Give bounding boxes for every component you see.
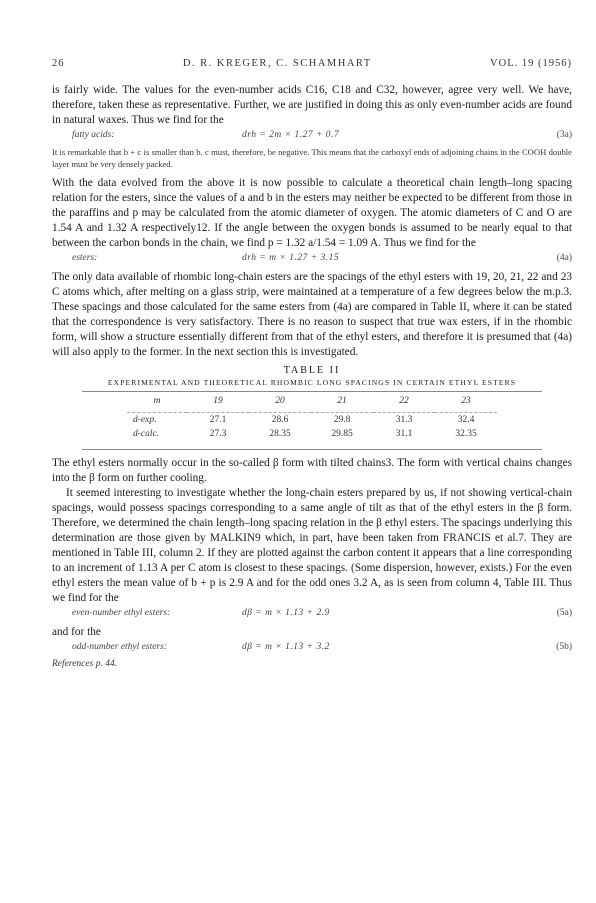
row-label: d-calc. — [133, 429, 160, 439]
paragraph-1: is fairly wide. The values for the even-number acids C16, C18 and C32, however, agree very well. We have, therefore, taken these as representative. Further, we are justified in doing this as only even-number acids are found in natural waxes. Thus we find for the — [52, 84, 572, 126]
equation-label: even-number ethyl esters: — [72, 608, 171, 618]
footnote-remark: It is remarkable that b + c is smaller than b. c must, therefore, be negative. This means that the carboxyl ends of adjoining chains in the COOH double layer must be very densely packed. — [52, 147, 572, 169]
running-authors: D. R. KREGER, C. SCHAMHART — [182, 58, 372, 69]
table-cell: 31.3 — [395, 415, 413, 425]
equation-label: esters: — [72, 253, 98, 263]
paragraph-4: The ethyl esters normally occur in the so-called β form with tilted chains3. The form with vertical chains changes into the β form on further cooling. — [52, 457, 572, 484]
table-cell: 29.85 — [331, 429, 353, 439]
paragraph-2: With the data evolved from the above it is now possible to calculate a theoretical chain length–long spacing relation for the esters, since the values of a and b in the esters may neither be expected to be different from those in the paraffins and p may be calculated from the atomic diameter of oxygen. The atomic diameters of C and O are 1.54 A and 1.32 A respectively12. If the angle between the oxygen bonds is assumed to be nearly equal to that between the carbon bonds in the chain, we find p = 1.32 a/1.54 = 1.09 A. Thus we find for the — [52, 177, 572, 249]
table-cell: 28.35 — [269, 429, 291, 439]
equation-5a — [52, 608, 572, 622]
header-cell: 21 — [311, 394, 373, 413]
table-cell: 32.4 — [457, 415, 475, 425]
equation-number: (5b) — [556, 642, 572, 652]
equation-number: (5a) — [556, 608, 572, 618]
table-cell: 28.6 — [271, 415, 289, 425]
references-note: References p. 44. — [52, 659, 118, 669]
table-cell: 27.3 — [209, 429, 227, 439]
volume-info: VOL. 19 (1956) — [490, 58, 572, 69]
table-row — [127, 413, 497, 428]
equation-formula: drh = 2m × 1.27 + 0.7 — [242, 130, 340, 140]
table-subtitle: EXPERIMENTAL AND THEORETICAL RHOMBIC LONG SPACINGS IN CERTAIN ETHYL ESTERS — [107, 378, 517, 387]
row-label: d-exp. — [133, 415, 157, 425]
equation-5b — [52, 642, 572, 656]
equation-4a — [52, 253, 572, 267]
equation-number: (4a) — [556, 253, 572, 263]
table-row — [127, 427, 497, 441]
header-cell: 22 — [373, 394, 435, 413]
equation-number: (3a) — [556, 130, 572, 140]
equation-3a — [52, 130, 572, 144]
equation-label: fatty acids: — [72, 130, 115, 140]
table-header-row — [127, 394, 497, 413]
table-cell: 27.1 — [209, 415, 227, 425]
table-ii — [82, 391, 542, 450]
page — [52, 58, 572, 669]
header-cell: 23 — [435, 394, 497, 413]
equation-label: odd-number ethyl esters: — [72, 642, 167, 652]
table-cell: 29.8 — [333, 415, 351, 425]
header-cell: m — [127, 394, 187, 413]
page-number: 26 — [52, 58, 65, 69]
running-header — [52, 58, 572, 69]
spacings-table — [127, 394, 497, 441]
equation-formula: dβ = m × 1.13 + 3.2 — [242, 642, 330, 652]
paragraph-5: It seemed interesting to investigate whether the long-chain esters prepared by us, if not showing vertical-chain spacings, would possess spacings corresponding to a same angle of tilt as that of the ethyl esters in the β form. Therefore, we determined the chain length–long spacing relation in the β ethyl esters. The spacings underlying this determination are those given by MALKIN9 which, in part, have been taken from FRANCIS et al.7. They are mentioned in Table III, column 2. If they are plotted against the carbon content it appears that a line corresponding to an increment of 1.13 A per C atom is closest to these spacings. (Some dispersion, however, exists.) For the even ethyl esters the mean value of b + p is 2.9 A and for the odd ones 3.2 A, as is seen from column 4, Table III. Thus we find for the — [52, 487, 572, 604]
equation-formula: dβ = m × 1.13 + 2.9 — [242, 608, 330, 618]
equation-formula: drh = m × 1.27 + 3.15 — [242, 253, 340, 263]
header-cell: 20 — [249, 394, 311, 413]
table-cell: 31.1 — [395, 429, 413, 439]
connector-text: and for the — [52, 626, 101, 638]
table-cell: 32.35 — [455, 429, 477, 439]
paragraph-3: The only data available of rhombic long-chain esters are the spacings of the ethyl esters with 19, 20, 21, 22 and 23 C atoms which, after melting on a glass strip, were maintained at a temperature of a few degrees below the m.p.3. These spacings and those calculated for the same esters from (4a) are compared in Table II, where it can be stated that the correspondence is very satisfactory. There is no reason to suspect that true wax esters, if in the rhombic form, will show a structure essentially different from that of the ethyl esters, and therefore it is presumed that (4a) will also apply to the former. In the next section this is investigated. — [52, 271, 572, 358]
table-title: TABLE II — [283, 365, 341, 376]
header-cell: 19 — [187, 394, 249, 413]
